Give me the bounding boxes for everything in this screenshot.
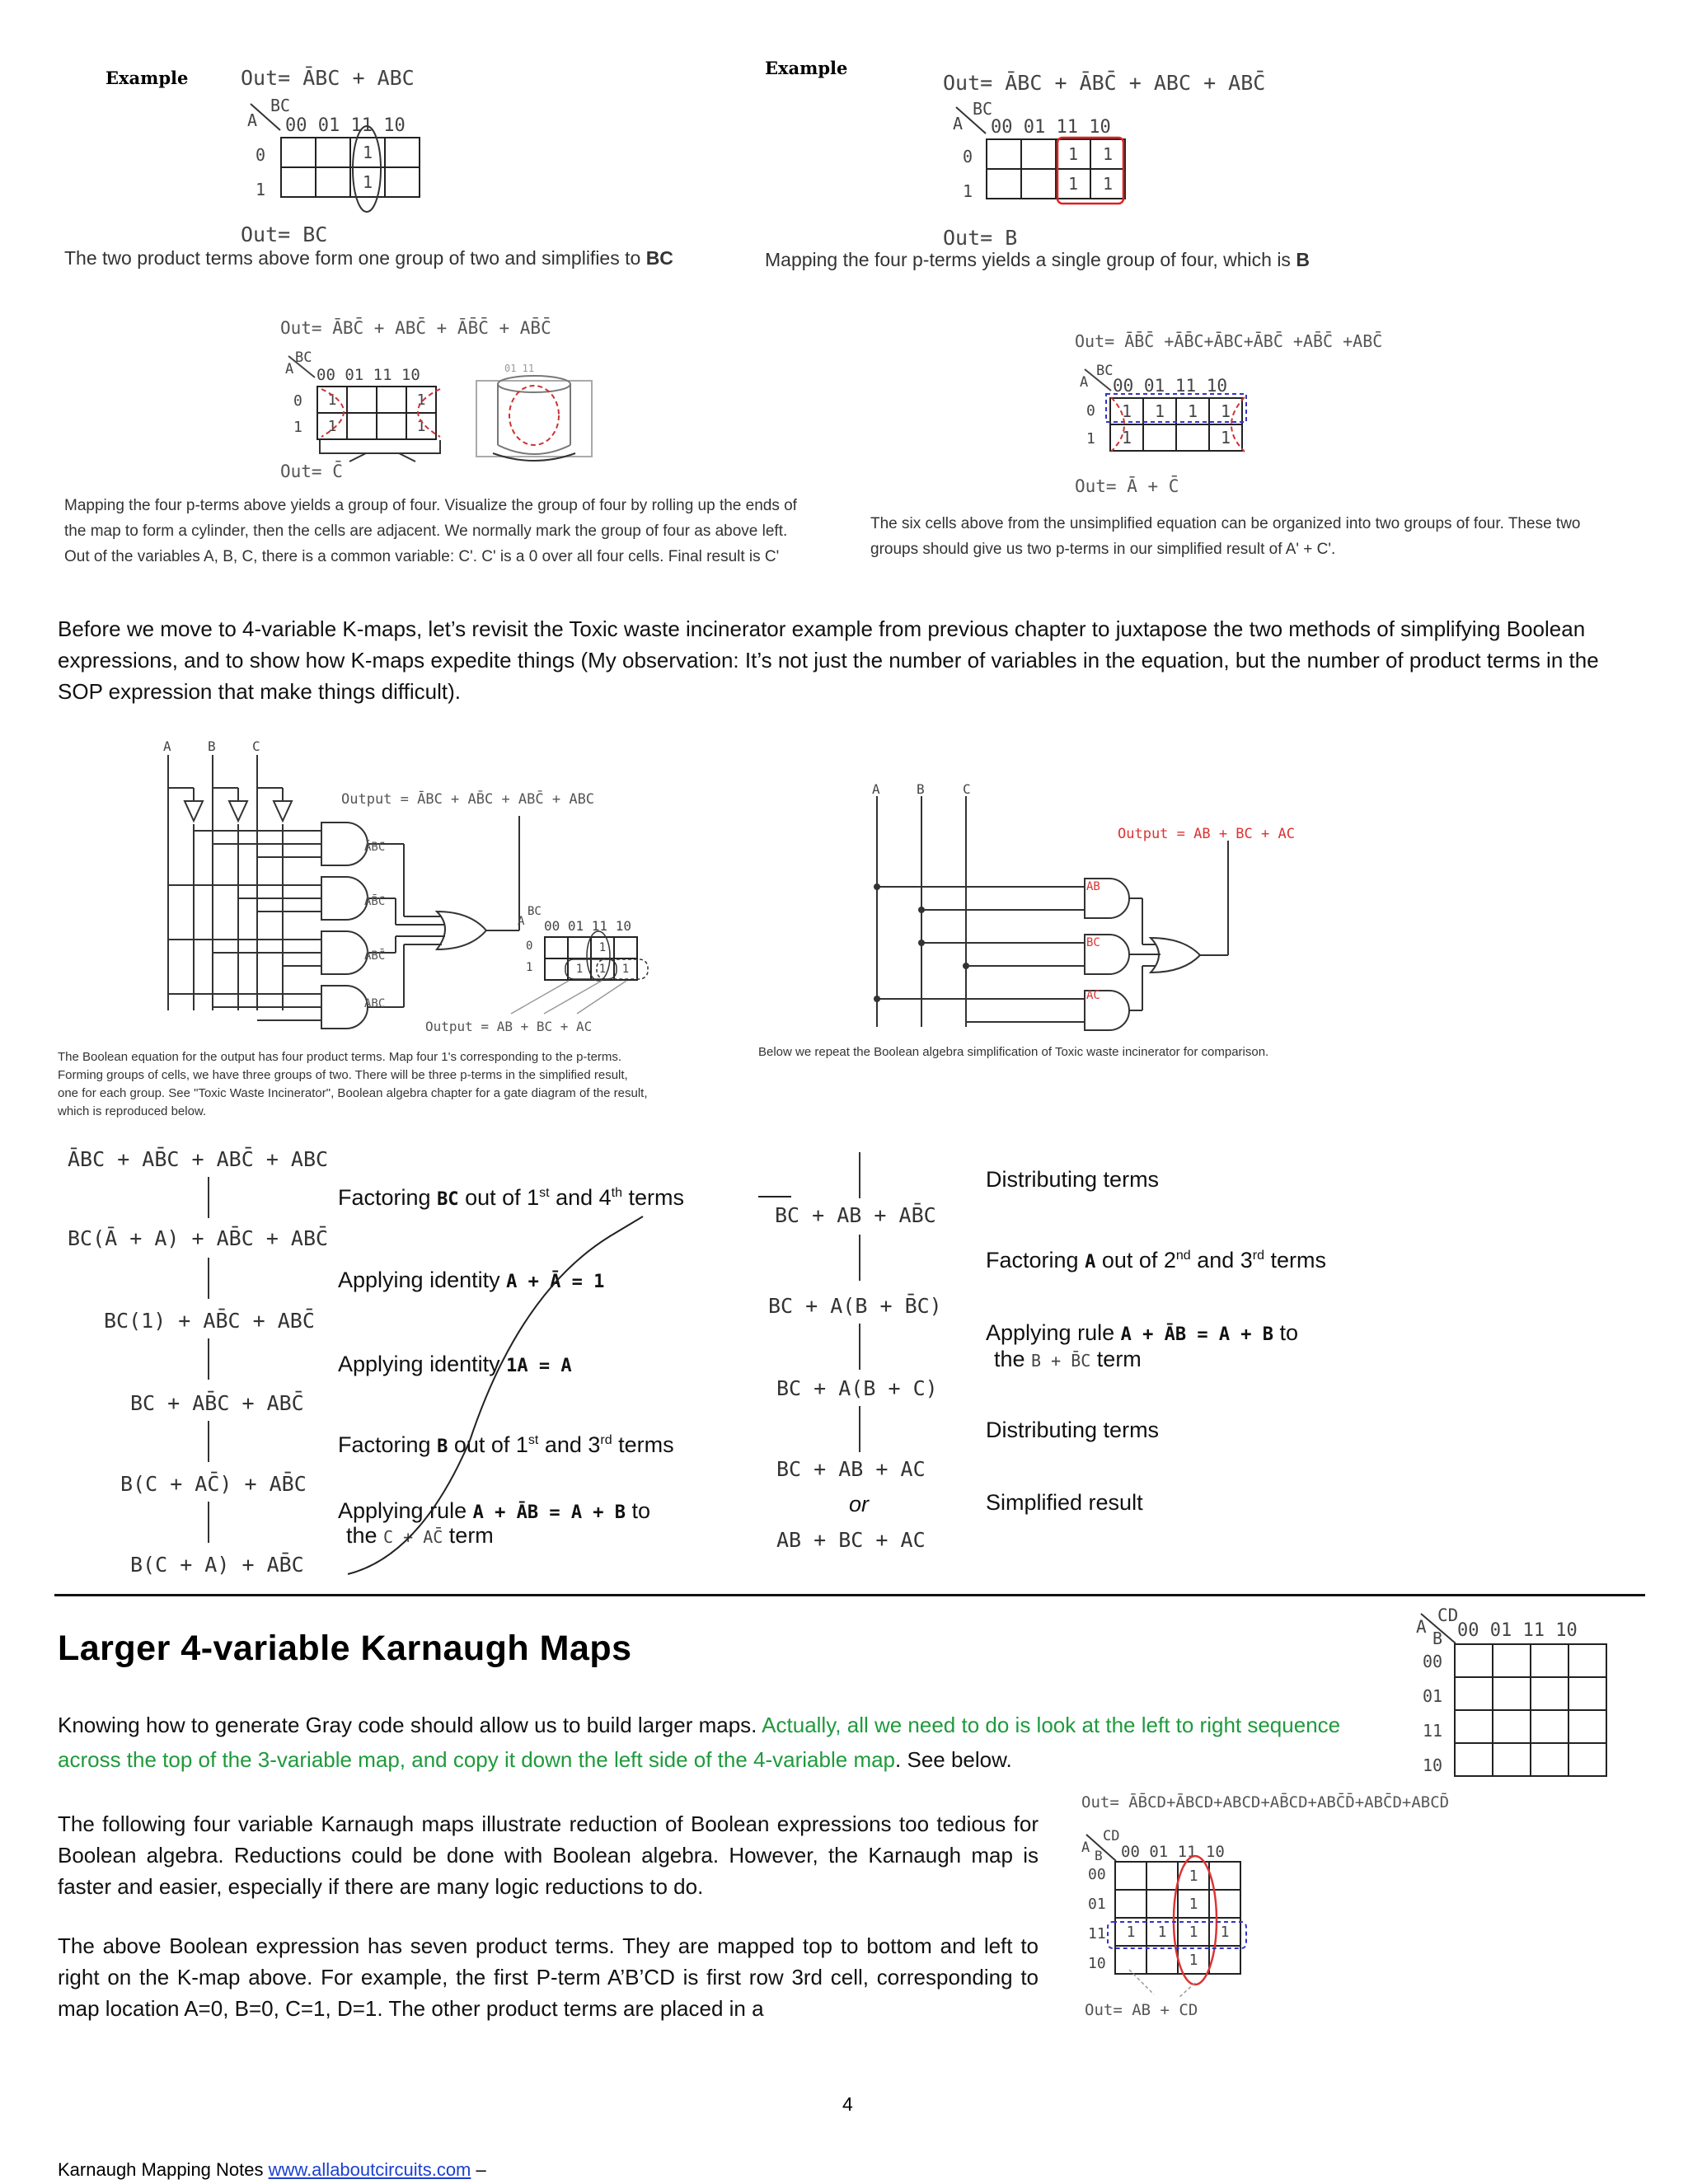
kmap4-empty-row-var-b: B [1432,1629,1443,1648]
kmap-cell: 1 [317,413,347,439]
ex2-caption-text: Mapping the four p-terms yields a single group of four, which is [765,249,1296,270]
left-gate-label: ABC̄ [364,949,386,963]
algebra-step: BC(1) + AB̄C + ABC̄ [104,1309,315,1333]
step-arrow [208,1258,209,1299]
left-output-equation: Output = ĀBC + AB̄C + ABC̄ + ABC [341,791,595,808]
note-text: terms [1264,1248,1327,1272]
kmap-cell: 1 [406,387,436,413]
kmap-cell: 1 [1110,398,1143,424]
left-kmap-col-var: BC [528,905,542,918]
kmap-cell [1531,1644,1568,1677]
ex1-caption-text: The two product terms above form one group of two and simplifies to [64,247,646,269]
footer-dash: – [471,2159,486,2180]
note-code: B + B̄C [1031,1351,1091,1371]
ex4-col-heads: 00 01 11 10 [1113,376,1228,396]
left-input-c: C [252,738,260,754]
right-input-b: B [917,781,925,797]
kmap4-row-head: 10 [1088,1955,1106,1972]
ex4-groups [1104,392,1253,466]
note-text: Factoring [338,1432,438,1457]
step-arrow [208,1502,209,1543]
right-input-a: A [872,781,880,797]
note-text: and 3 [1190,1248,1253,1272]
algebra-note: Simplified result [986,1490,1143,1515]
kmap-cell [281,138,316,167]
algebra-note-line2 [994,1347,1142,1372]
ex4-row-head-1: 1 [1086,430,1095,448]
kmap4-row-head: 00 [1088,1866,1106,1883]
right-output-equation: Output = AB + BC + AC [1118,826,1295,842]
note-text: Factoring [338,1185,438,1210]
left-kmap-row-head: 1 [526,961,533,974]
ex4-result: Out= Ā + C̄ [1075,476,1179,496]
kmap-cell [1568,1677,1606,1710]
note-code: B [437,1436,448,1457]
kmap4-row-head: 11 [1088,1925,1106,1943]
kmap-cell: 1 [1209,424,1242,451]
kmap-cell [1568,1710,1606,1743]
ex1-row-head-1: 1 [256,180,266,199]
ex2-corner-diagonal [953,104,986,137]
caption-line: which is reproduced below. [58,1104,207,1118]
paragraph-highlight: Actually, all we need to do is look at the left to right sequence across the top of the 3-variable map, and copy it down the left side of the 4-variable map [58,1713,1341,1772]
kmap-cell: 1 [614,958,637,980]
footer-link[interactable]: www.allaboutcircuits.com [268,2159,471,2180]
kmap-cell [1531,1710,1568,1743]
ex3-cylinder-icon [468,366,600,465]
example-label-1: Example [106,68,189,88]
kmap-cell: 1 [1209,1918,1240,1946]
right-gate-label: AC [1086,989,1100,1002]
left-kmap-groups [462,931,643,1014]
kmap-cell [385,167,420,197]
note-text: the [994,1347,1032,1371]
section-divider [54,1594,1645,1596]
kmap-cell: 1 [317,387,347,413]
section-title: Larger 4-variable Karnaugh Maps [58,1629,632,1668]
algebra-step: BC + AB̄C + ABC̄ [130,1391,304,1415]
algebra-step: B(C + AC̄) + AB̄C [120,1472,307,1496]
kmap-cell [385,138,420,167]
page-number: 4 [842,2093,853,2115]
ex1-result: Out= BC [241,223,328,246]
left-input-a: A [163,738,171,754]
kmap-cell [1493,1743,1531,1776]
ex3-group-wrap [316,386,448,468]
footer-text: Karnaugh Mapping Notes [58,2159,269,2180]
left-circuit-caption [58,1048,648,1121]
kmap4-empty-corner-diagonal [1416,1610,1459,1647]
kmap4-col-var: CD [1103,1828,1120,1844]
ex4-row-head-0: 0 [1086,402,1095,419]
left-gate-label: AB̄C [364,895,386,908]
kmap4-row-var-a: A [1081,1840,1090,1856]
kmap-cell: 1 [1143,398,1176,424]
ex1-caption-bold: BC [645,247,673,269]
algebra-step: BC + A(B + C) [776,1376,938,1400]
note-sup: rd [600,1433,612,1447]
note-text: and 3 [538,1432,601,1457]
or-word: or [849,1492,870,1516]
connector-curve [346,1193,791,1581]
kmap-cell: 1 [1090,139,1125,169]
ex3-col-var: BC [295,349,312,366]
step-arrow [208,1177,209,1218]
kmap4-groups [1104,1854,1253,2003]
note-sup: nd [1175,1249,1191,1263]
right-gate-label: BC [1086,936,1100,949]
note-text: term [1090,1347,1142,1371]
algebra-note [986,1248,1326,1273]
kmap4-col-heads: 00 01 11 10 [1121,1843,1225,1861]
ex4-caption-line: groups should give us two p-terms in our simplified result of A' + C'. [870,541,1336,558]
step-arrow [208,1338,209,1380]
note-text: and 4 [549,1185,612,1210]
right-input-c: C [963,781,971,797]
kmap4-empty-row-head: 01 [1423,1686,1443,1706]
kmap-cell [1531,1677,1568,1710]
note-sup: th [611,1186,623,1200]
ex4-col-var: BC [1096,363,1114,379]
kmap-cell: 1 [1178,1918,1209,1946]
kmap-cell: 1 [1178,1946,1209,1974]
kmap-cell [1493,1644,1531,1677]
ex4-equation: Out= ĀB̄C̄ +ĀB̄C+ĀBC+ĀBC̄ +AB̄C̄ +ABC̄ [1075,331,1383,351]
algebra-step: BC(Ā + A) + AB̄C + ABC̄ [68,1226,329,1250]
ex2-group-rect [1055,135,1137,211]
algebra-note [986,1320,1298,1346]
right-circuit-caption: Below we repeat the Boolean algebra simplification of Toxic waste incinerator for comparison. [758,1045,1269,1059]
kmap-cell: 1 [1178,1890,1209,1918]
kmap4-empty-row-head: 10 [1423,1755,1443,1775]
caption-line: The Boolean equation for the output has four product terms. Map four 1's corresponding to the p-terms. [58,1050,622,1064]
note-text: to [1273,1320,1299,1345]
kmap-cell [987,169,1021,199]
section-paragraph-1 [58,1708,1360,1777]
paragraph-text: . See below. [895,1747,1012,1772]
kmap4-equation: Out= ĀB̄CD+ĀBCD+ABCD+AB̄CD+ABC̄D̄+ABC̄D+ABCD̄ [1081,1793,1450,1811]
ex1-caption [64,247,673,269]
kmap-cell [1021,169,1056,199]
note-text: terms [622,1185,685,1210]
kmap-cell: 1 [350,138,385,167]
ex2-result: Out= B [943,226,1018,250]
algebra-step: ĀBC + AB̄C + ABC̄ + ABC [68,1147,329,1171]
ex2-col-heads: 00 01 11 10 [991,117,1111,138]
ex2-col-var: BC [973,99,993,119]
kmap-cell: 1 [568,958,591,980]
kmap-cell [316,167,350,197]
note-text: out of 1 [458,1185,540,1210]
kmap-cell [1455,1644,1493,1677]
ex3-col-heads: 00 01 11 10 [316,366,420,384]
kmap4-row-var-b: B [1095,1848,1103,1863]
kmap-cell [1493,1710,1531,1743]
kmap4-empty-row-head: 00 [1423,1652,1443,1671]
kmap4-empty-col-heads: 00 01 11 10 [1457,1620,1578,1641]
ex1-row-head-0: 0 [256,145,266,165]
step-arrow [859,1152,860,1198]
ex1-equation: Out= ĀBC + ABC [241,66,415,90]
intro-paragraph: Before we move to 4-variable K-maps, let’s revisit the Toxic waste incinerator example from previous chapter to juxtapose the two methods of simplifying Boolean expressions, and to show how K-maps expedite things (My observation: It’s not just the number of variables in the equation, but the number of product terms in the SOP expression that make things difficult). [58,616,1599,704]
kmap-cell: 1 [1115,1918,1146,1946]
algebra-step: BC + A(B + B̄C) [768,1294,942,1318]
note-sup: st [539,1186,550,1200]
algebra-step: B(C + A) + AB̄C [130,1553,304,1577]
ex4-corner-diagonal [1081,366,1114,396]
ex1-col-heads: 00 01 11 10 [285,115,406,136]
note-sup: rd [1252,1249,1264,1263]
note-code: A + Ā = 1 [506,1272,605,1292]
kmap-cell [1493,1677,1531,1710]
note-code: A [1085,1252,1096,1272]
ex2-row-var: A [953,114,964,134]
ex3-caption-line: the map to form a cylinder, then the cells are adjacent. We normally mark the group of four as above left. [64,523,788,540]
kmap-cell: 1 [591,937,614,958]
ex3-cylinder-heads: 01 11 [504,363,535,374]
kmap-cell [1568,1743,1606,1776]
step-arrow [859,1235,860,1281]
ex1-group-oval [346,124,387,214]
kmap4-row-head: 01 [1088,1896,1106,1913]
ex4-caption [870,511,1580,562]
left-kmap-col-heads: 00 01 11 10 [544,918,631,934]
note-code: C + AC̄ [383,1527,443,1547]
ex3-caption-line: Mapping the four p-terms above yields a group of four. Visualize the group of four by rolling up the ends of [64,497,797,514]
ex3-equation: Out= ĀBC̄ + ABC̄ + ĀB̄C̄ + AB̄C̄ [280,318,551,338]
algebra-step: AB + BC + AC [776,1528,926,1552]
kmap-cell: 1 [1056,139,1090,169]
note-code: A + ĀB = A + B [472,1502,626,1523]
note-text: out of 1 [448,1432,528,1457]
kmap-cell: 1 [1209,398,1242,424]
note-sup: st [528,1433,539,1447]
left-input-b: B [208,738,216,754]
note-text: Applying identity [338,1268,507,1292]
ex2-caption [765,249,1310,271]
kmap4-empty [1454,1643,1607,1777]
kmap4-result: Out= AB + CD [1085,2001,1198,2019]
note-text: out of 2 [1095,1248,1176,1272]
algebra-step: BC + AB + AB̄C [775,1203,936,1227]
kmap-cell [1455,1743,1493,1776]
kmap-cell [1568,1644,1606,1677]
right-gate-label: AB [1086,880,1100,893]
step-arrow [859,1324,860,1370]
kmap-cell: 1 [591,958,614,980]
paragraph-text: Knowing how to generate Gray code should allow us to build larger maps. [58,1713,762,1737]
ex2-equation: Out= ĀBC + ĀBC̄ + ABC + ABC̄ [943,71,1266,95]
kmap-cell [1455,1677,1493,1710]
ex3-caption-line: Out of the variables A, B, C, there is a common variable: C'. C' is a 0 over all four cells. Final result is C' [64,548,780,565]
algebra-note: Distributing terms [986,1167,1160,1192]
ex1-corner-diagonal [247,101,280,134]
note-text: Applying rule [986,1320,1121,1345]
ex2-row-head-1: 1 [963,181,973,201]
step-arrow [208,1421,209,1462]
ex2-caption-bold: B [1296,249,1310,270]
ex3-caption [64,493,797,569]
note-text: to [626,1498,651,1523]
note-text: terms [612,1432,674,1457]
kmap4-empty-row-var-a: A [1416,1617,1427,1637]
kmap-cell: 1 [1146,1918,1178,1946]
note-text: the [346,1523,384,1548]
caption-line: Forming groups of cells, we have three groups of two. There will be three p-terms in the simplified result, [58,1068,628,1082]
kmap-cell: 1 [350,167,385,197]
kmap-cell [281,167,316,197]
ex1-col-var: BC [270,96,291,115]
kmap-cell: 1 [1178,1862,1209,1890]
left-kmap-row-head: 0 [526,940,533,953]
kmap-cell: 1 [406,413,436,439]
ex3-row-head-0: 0 [293,392,302,410]
note-code: 1A = A [506,1356,572,1376]
section-paragraph-3: The above Boolean expression has seven product terms. They are mapped top to bottom and left to right on the K-map above. For example, the first P-term A’B’CD is first row 3rd cell, corresponding to map location A=0, B=0, C=1, D=1. The other product terms are placed in a [58,1933,1039,2021]
kmap-cell [1531,1743,1568,1776]
kmap-cell [1455,1710,1493,1743]
caption-line: one for each group. See "Toxic Waste Incinerator", Boolean algebra chapter for a gate diagram of the result, [58,1086,648,1100]
kmap-cell: 1 [1056,169,1090,199]
note-text: Factoring [986,1248,1085,1272]
kmap4-empty-row-head: 11 [1423,1721,1443,1741]
kmap-cell [316,138,350,167]
ex4-row-var: A [1080,374,1089,391]
algebra-note: Distributing terms [986,1418,1160,1442]
example-label-2: Example [765,58,848,78]
ex3-row-var: A [285,361,294,377]
section-paragraph-2: The following four variable Karnaugh maps illustrate reduction of Boolean expressions too tedious for Boolean algebra. Reductions could be done with Boolean algebra. However, the Karnaugh map is faster and easier, especially if there are many logic reductions to do. [58,1811,1039,1899]
note-code: BC [437,1189,459,1210]
right-circuit-diagram [870,796,1250,1043]
kmap-cell: 1 [1176,398,1209,424]
kmap-cell: 1 [1090,169,1125,199]
note-text: term [443,1523,494,1548]
ex3-result: Out= C̄ [280,462,343,481]
ex3-row-head-1: 1 [293,419,302,436]
left-gate-label: ABC [364,997,386,1010]
ex2-row-head-0: 0 [963,147,973,166]
step-arrow [859,1406,860,1452]
left-gate-label: ĀBC [364,841,386,854]
kmap4-empty-col-var: CD [1437,1605,1459,1625]
ex4-caption-line: The six cells above from the unsimplified equation can be organized into two groups of four. These two [870,515,1581,532]
kmap-cell [987,139,1021,169]
kmap-cell: 1 [1110,424,1143,451]
ex1-row-var: A [247,110,258,130]
ex3-corner-diagonal [285,353,318,382]
footer [58,2159,486,2181]
algebra-step: BC + AB + AC [776,1457,926,1481]
left-result-equation: Output = AB + BC + AC [425,1019,593,1034]
left-kmap-row-var: A [518,915,525,928]
kmap-cell [1021,139,1056,169]
note-text: Applying identity [338,1352,507,1376]
note-code: A + ĀB = A + B [1120,1324,1274,1345]
note-text: Applying rule [338,1498,473,1523]
